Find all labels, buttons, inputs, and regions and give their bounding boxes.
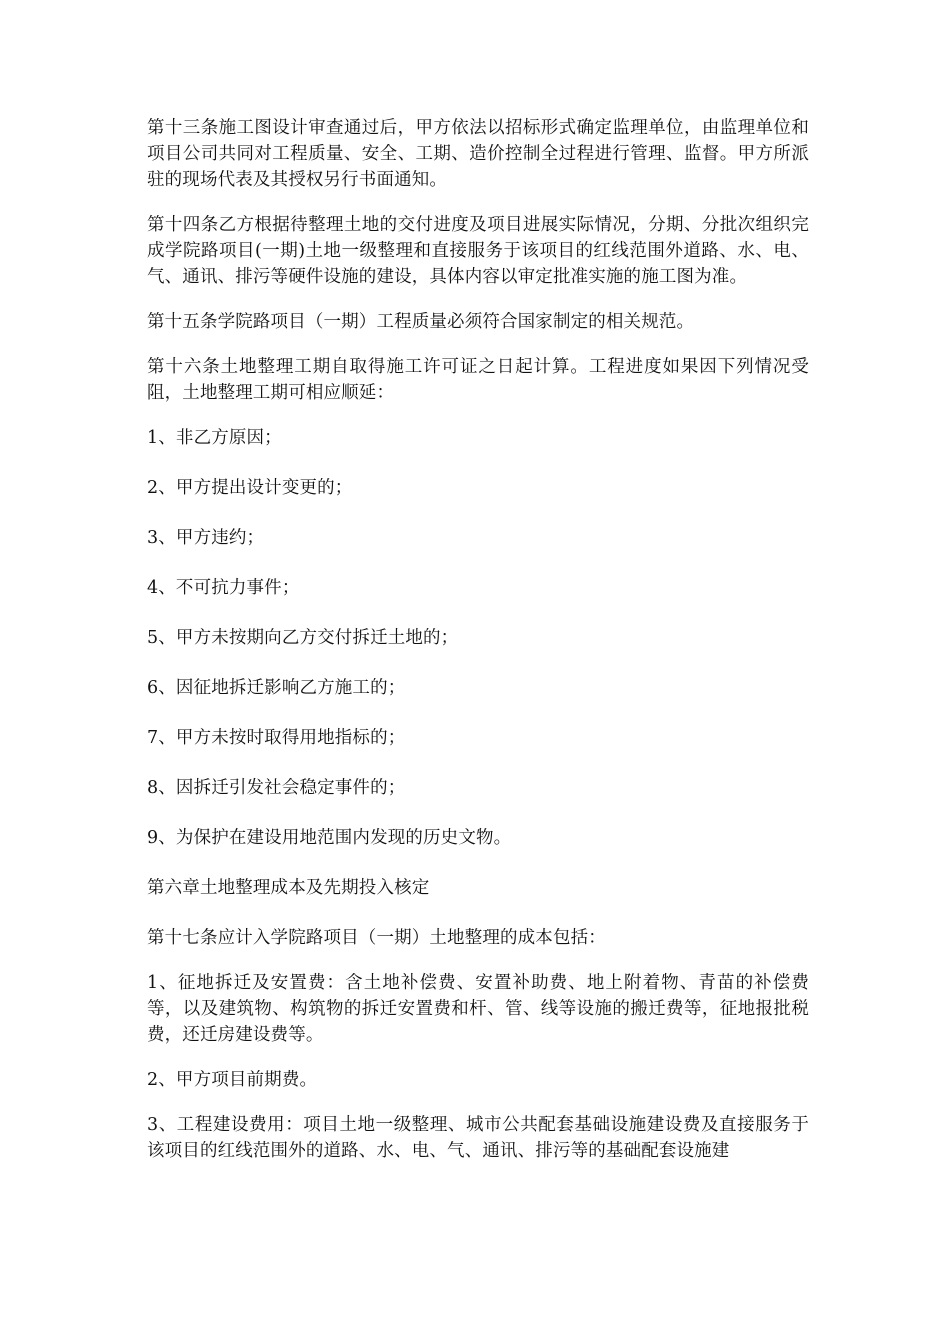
list-item-1: 1、非乙方原因；	[147, 428, 282, 448]
list-item-9: 9、为保护在建设用地范围内发现的历史文物。	[147, 828, 512, 848]
list-item-6: 6、因征地拆迁影响乙方施工的；	[147, 678, 406, 698]
paragraph-article-16: 第十六条土地整理工期自取得施工许可证之日起计算。工程进度如果因下列情况受阻，土地整理工期可相应顺延：	[147, 357, 809, 403]
list-item-2: 2、甲方提出设计变更的；	[147, 478, 353, 498]
paragraph-article-14: 第十四条乙方根据待整理土地的交付进度及项目进展实际情况，分期、分批次组织完成学院路项目(一期)土地一级整理和直接服务于该项目的红线范围外道路、水、电、气、通讯、排污等硬件设施的建设，具体内容以审定批准实施的施工图为准。	[147, 215, 809, 287]
list-item-3: 3、甲方违约；	[147, 528, 265, 548]
document-body	[147, 115, 809, 1183]
paragraph-article-15: 第十五条学院路项目（一期）工程质量必须符合国家制定的相关规范。	[147, 312, 695, 332]
cost-item-3: 3、工程建设费用：项目土地一级整理、城市公共配套基础设施建设费及直接服务于该项目的红线范围外的道路、水、电、气、通讯、排污等的基础配套设施建	[147, 1115, 809, 1161]
list-item-8: 8、因拆迁引发社会稳定事件的；	[147, 778, 406, 798]
list-item-7: 7、甲方未按时取得用地指标的；	[147, 728, 406, 748]
chapter-heading-6: 第六章土地整理成本及先期投入核定	[147, 878, 430, 898]
paragraph-article-17: 第十七条应计入学院路项目（一期）土地整理的成本包括：	[147, 928, 606, 948]
cost-item-1: 1、征地拆迁及安置费：含土地补偿费、安置补助费、地上附着物、青苗的补偿费等，以及建筑物、构筑物的拆迁安置费和杆、管、线等设施的搬迁费等，征地报批税费，还迁房建设费等。	[147, 973, 809, 1045]
list-item-5: 5、甲方未按期向乙方交付拆迁土地的；	[147, 628, 459, 648]
cost-item-2: 2、甲方项目前期费。	[147, 1070, 318, 1090]
list-item-4: 4、不可抗力事件；	[147, 578, 300, 598]
paragraph-article-13: 第十三条施工图设计审查通过后，甲方依法以招标形式确定监理单位，由监理单位和项目公司共同对工程质量、安全、工期、造价控制全过程进行管理、监督。甲方所派驻的现场代表及其授权另行书面通知。	[147, 118, 809, 190]
